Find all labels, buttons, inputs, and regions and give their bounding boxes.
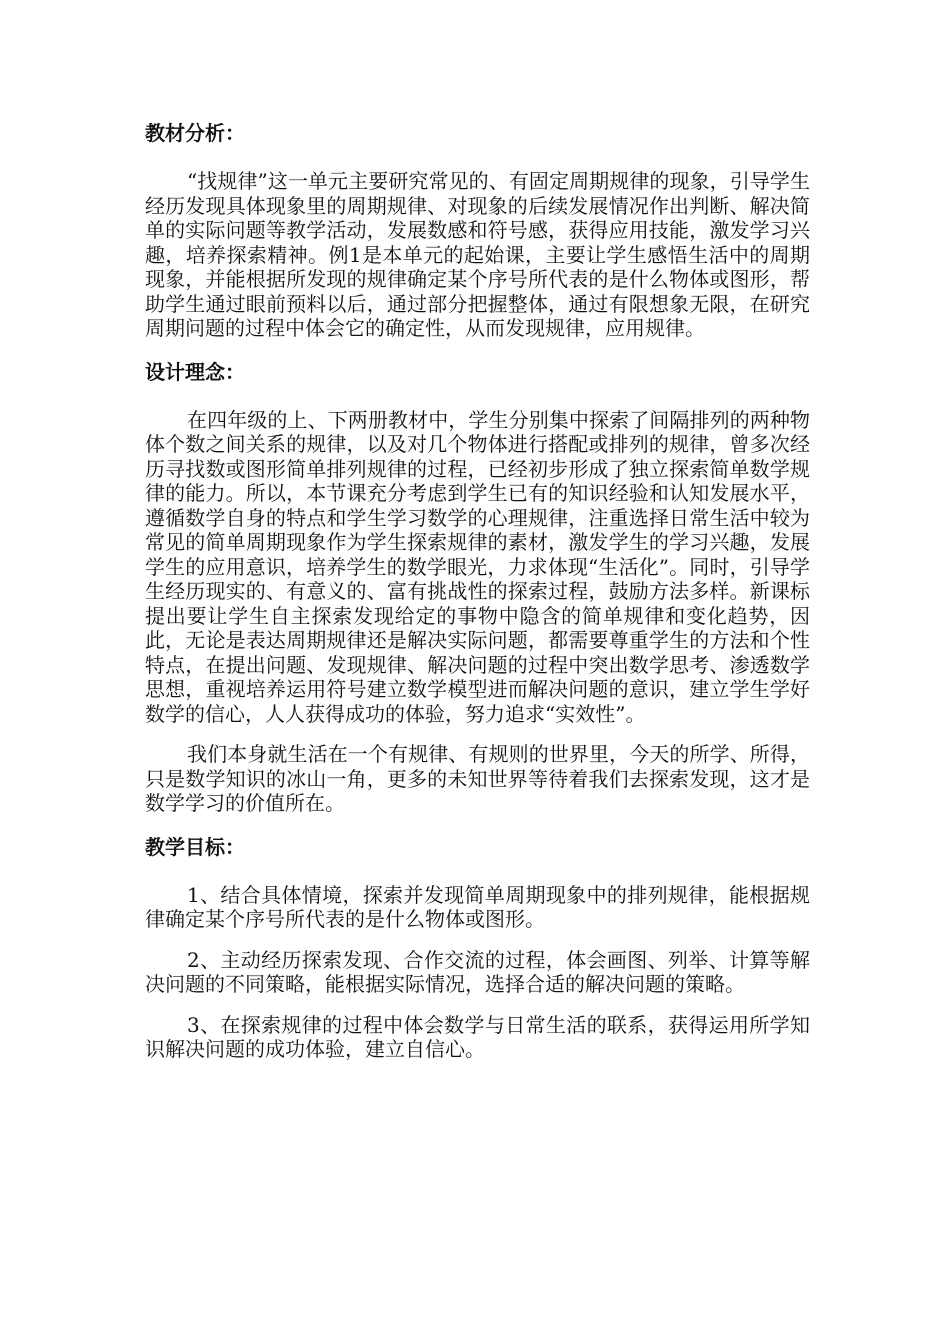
goal-item-1: 1、结合具体情境，探索并发现简单周期现象中的排列规律，能根据规律确定某个序号所代表的是什么物体或图形。 <box>145 882 810 931</box>
section-heading-analysis: 教材分析： <box>145 121 245 145</box>
analysis-paragraph: “找规律”这一单元主要研究常见的、有固定周期规律的现象，引导学生经历发现具体现象里的周期规律、对现象的后续发展情况作出判断、解决简单的实际问题等教学活动，发展数感和符号感，获得应用技能，激发学习兴趣，培养探索精神。例1是本单元的起始课，主要让学生感悟生活中的周期现象，并能根据所发现的规律确定某个序号所代表的是什么物体或图形，帮助学生通过眼前预料以后，通过部分把握整体，通过有限想象无限，在研究周期问题的过程中体会它的确定性，从而发现规律，应用规律。 <box>145 169 810 340</box>
section-heading-concept: 设计理念： <box>145 359 245 384</box>
concept-paragraph-2: 我们本身就生活在一个有规律、有规则的世界里，今天的所学、所得，只是数学知识的冰山一角，更多的未知世界等待着我们去探索发现，这才是数学学习的价值所在。 <box>145 742 810 815</box>
document-page <box>145 118 810 1062</box>
goal-item-3: 3、在探索规律的过程中体会数学与日常生活的联系，获得运用所学知识解决问题的成功体验，建立自信心。 <box>145 1012 810 1061</box>
section-heading-goals: 教学目标： <box>145 834 245 859</box>
goal-item-2: 2、主动经历探索发现、合作交流的过程，体会画图、列举、计算等解决问题的不同策略，能根据实际情况，选择合适的解决问题的策略。 <box>145 947 810 996</box>
concept-paragraph-1: 在四年级的上、下两册教材中，学生分别集中探索了间隔排列的两种物体个数之间关系的规律，以及对几个物体进行搭配或排列的规律，曾多次经历寻找数或图形简单排列规律的过程，已经初步形成了独立探索简单数学规律的能力。所以，本节课充分考虑到学生已有的知识经验和认知发展水平，遵循数学自身的特点和学生学习数学的心理规律，注重选择日常生活中较为常见的简单周期现象作为学生探索规律的素材，激发学生的学习兴趣，发展学生的应用意识，培养学生的数学眼光，力求体现“生活化”。同时，引导学生经历现实的、有意义的、富有挑战性的探索过程，鼓励方法多样。新课标提出要让学生自主探索发现给定的事物中隐含的简单规律和变化趋势，因此，无论是表达周期规律还是解决实际问题，都需要尊重学生的方法和个性特点，在提出问题、发现规律、解决问题的过程中突出数学思考、渗透数学思想，重视培养运用符号建立数学模型进而解决问题的意识，建立学生学好数学的信心，人人获得成功的体验，努力追求“实效性”。 <box>145 407 810 726</box>
